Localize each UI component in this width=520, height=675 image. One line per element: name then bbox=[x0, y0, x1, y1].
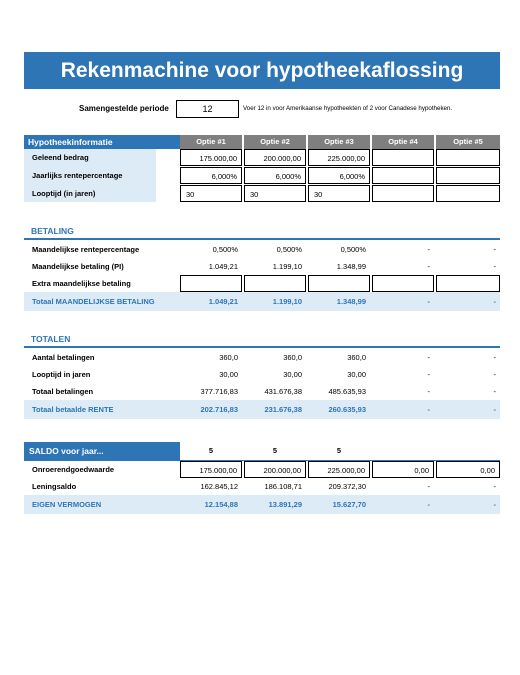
value-cell: 162.845,12 bbox=[200, 482, 238, 491]
value-cell: 431.676,38 bbox=[264, 387, 302, 396]
extra-payment-input[interactable] bbox=[180, 275, 242, 292]
table-row bbox=[24, 258, 500, 275]
table-row bbox=[24, 275, 500, 292]
row-label: Maandelijkse betaling (PI) bbox=[32, 262, 124, 271]
info-header: Hypotheekinformatie bbox=[24, 135, 180, 149]
value-cell: - bbox=[427, 245, 430, 254]
total-cell: - bbox=[427, 500, 430, 509]
total-cell: - bbox=[427, 405, 430, 414]
value-cell: 360,0 bbox=[283, 353, 302, 362]
value-cell: - bbox=[493, 245, 496, 254]
table-row bbox=[24, 167, 500, 184]
property-value-input[interactable]: 175.000,00 bbox=[180, 461, 242, 478]
input-cell[interactable] bbox=[372, 185, 434, 202]
row-label: Jaarlijks rentepercentage bbox=[32, 171, 123, 180]
total-cell: 12.154,88 bbox=[204, 500, 238, 509]
row-label: Maandelijkse rentepercentage bbox=[32, 245, 140, 254]
value-cell: - bbox=[427, 370, 430, 379]
extra-payment-input[interactable] bbox=[436, 275, 500, 292]
table-row bbox=[24, 149, 500, 166]
value-cell: 1.049,21 bbox=[208, 262, 238, 271]
input-cell[interactable]: 175.000,00 bbox=[180, 149, 242, 166]
value-cell: 360,0 bbox=[219, 353, 238, 362]
total-cell: 1.049,21 bbox=[208, 297, 238, 306]
extra-payment-input[interactable] bbox=[372, 275, 434, 292]
info-header-row bbox=[24, 135, 500, 149]
value-cell: 0,500% bbox=[276, 245, 302, 254]
total-cell: 260.635,93 bbox=[328, 405, 366, 414]
value-cell: 30,00 bbox=[347, 370, 366, 379]
equity-row bbox=[24, 495, 500, 514]
value-cell: - bbox=[493, 353, 496, 362]
input-cell[interactable]: 225.000,00 bbox=[308, 149, 370, 166]
input-cell[interactable] bbox=[436, 185, 500, 202]
row-label: Looptijd in jaren bbox=[32, 370, 91, 379]
table-row bbox=[24, 185, 500, 202]
payment-section-title: BETALING bbox=[31, 226, 74, 236]
year-input[interactable] bbox=[372, 442, 434, 459]
value-cell: 186.108,71 bbox=[264, 482, 302, 491]
property-value-input[interactable]: 200.000,00 bbox=[244, 461, 306, 478]
input-cell[interactable] bbox=[372, 167, 434, 184]
total-cell: 202.716,83 bbox=[200, 405, 238, 414]
interest-total-row bbox=[24, 400, 500, 419]
option-3-header: Optie #3 bbox=[308, 135, 370, 149]
value-cell: 0,500% bbox=[340, 245, 366, 254]
value-cell: - bbox=[493, 482, 496, 491]
period-note: Voer 12 in voor Amerikaanse hypotheekten of 2 voor Canadese hypotheken. bbox=[243, 105, 453, 112]
row-label: Onroerendgoedwaarde bbox=[32, 465, 115, 474]
table-row bbox=[24, 241, 500, 258]
table-row bbox=[24, 461, 500, 478]
value-cell: - bbox=[427, 262, 430, 271]
period-input[interactable]: 12 bbox=[176, 100, 239, 118]
balance-header-row bbox=[24, 442, 500, 460]
value-cell: - bbox=[427, 482, 430, 491]
balance-header: SALDO voor jaar... bbox=[29, 446, 104, 456]
value-cell: - bbox=[493, 262, 496, 271]
value-cell: 1.348,99 bbox=[336, 262, 366, 271]
value-cell: 209.372,30 bbox=[328, 482, 366, 491]
option-5-header: Optie #5 bbox=[436, 135, 500, 149]
value-cell: 0,500% bbox=[212, 245, 238, 254]
option-1-header: Optie #1 bbox=[180, 135, 242, 149]
input-cell[interactable] bbox=[436, 167, 500, 184]
row-label: Totaal MAANDELIJKSE BETALING bbox=[32, 297, 155, 306]
option-4-header: Optie #4 bbox=[372, 135, 434, 149]
option-2-header: Optie #2 bbox=[244, 135, 306, 149]
value-cell: 1.199,10 bbox=[272, 262, 302, 271]
property-value-input[interactable]: 225.000,00 bbox=[308, 461, 370, 478]
table-row bbox=[24, 349, 500, 366]
row-label: Totaal betalingen bbox=[32, 387, 94, 396]
total-cell: - bbox=[427, 297, 430, 306]
value-cell: 377.716,83 bbox=[200, 387, 238, 396]
total-cell: - bbox=[493, 500, 496, 509]
row-label: Aantal betalingen bbox=[32, 353, 95, 362]
input-cell[interactable] bbox=[436, 149, 500, 166]
value-cell: - bbox=[427, 387, 430, 396]
total-cell: - bbox=[493, 297, 496, 306]
row-label: Totaal betaalde RENTE bbox=[32, 405, 114, 414]
row-label: EIGEN VERMOGEN bbox=[32, 500, 102, 509]
value-cell: 30,00 bbox=[283, 370, 302, 379]
page-title: Rekenmachine voor hypotheekaflossing bbox=[24, 52, 500, 89]
year-input[interactable] bbox=[436, 442, 500, 459]
value-cell: 485.635,93 bbox=[328, 387, 366, 396]
total-cell: 15.627,70 bbox=[332, 500, 366, 509]
input-cell[interactable]: 6,000% bbox=[308, 167, 370, 184]
extra-payment-input[interactable] bbox=[308, 275, 370, 292]
total-cell: 13.891,29 bbox=[268, 500, 302, 509]
input-cell[interactable]: 200.000,00 bbox=[244, 149, 306, 166]
row-label: Extra maandelijkse betaling bbox=[32, 279, 131, 288]
value-cell: - bbox=[493, 387, 496, 396]
value-cell: - bbox=[493, 370, 496, 379]
input-cell[interactable]: 6,000% bbox=[244, 167, 306, 184]
year-input[interactable]: 5 bbox=[336, 446, 342, 455]
property-value-input[interactable]: 0,00 bbox=[436, 461, 500, 478]
input-cell[interactable]: 30 bbox=[308, 185, 370, 202]
section-divider bbox=[24, 238, 500, 240]
table-row bbox=[24, 383, 500, 400]
period-label: Samengestelde periode bbox=[79, 104, 169, 113]
input-cell[interactable]: 6,000% bbox=[180, 167, 242, 184]
year-input[interactable]: 5 bbox=[208, 446, 214, 455]
input-cell[interactable] bbox=[372, 149, 434, 166]
value-cell: 360,0 bbox=[347, 353, 366, 362]
row-label: Looptijd (in jaren) bbox=[32, 189, 96, 198]
row-label: Geleend bedrag bbox=[32, 153, 89, 162]
total-cell: - bbox=[493, 405, 496, 414]
value-cell: 30,00 bbox=[219, 370, 238, 379]
value-cell: - bbox=[427, 353, 430, 362]
table-row bbox=[24, 478, 500, 495]
extra-payment-input[interactable] bbox=[244, 275, 306, 292]
total-cell: 1.348,99 bbox=[336, 297, 366, 306]
table-row bbox=[24, 366, 500, 383]
totals-section-title: TOTALEN bbox=[31, 334, 71, 344]
total-cell: 231.676,38 bbox=[264, 405, 302, 414]
input-cell[interactable]: 30 bbox=[180, 185, 242, 202]
total-cell: 1.199,10 bbox=[272, 297, 302, 306]
row-label: Leningsaldo bbox=[32, 482, 77, 491]
section-divider bbox=[24, 346, 500, 348]
year-input[interactable]: 5 bbox=[272, 446, 278, 455]
payment-total-row bbox=[24, 292, 500, 311]
property-value-input[interactable]: 0,00 bbox=[372, 461, 434, 478]
input-cell[interactable]: 30 bbox=[244, 185, 306, 202]
